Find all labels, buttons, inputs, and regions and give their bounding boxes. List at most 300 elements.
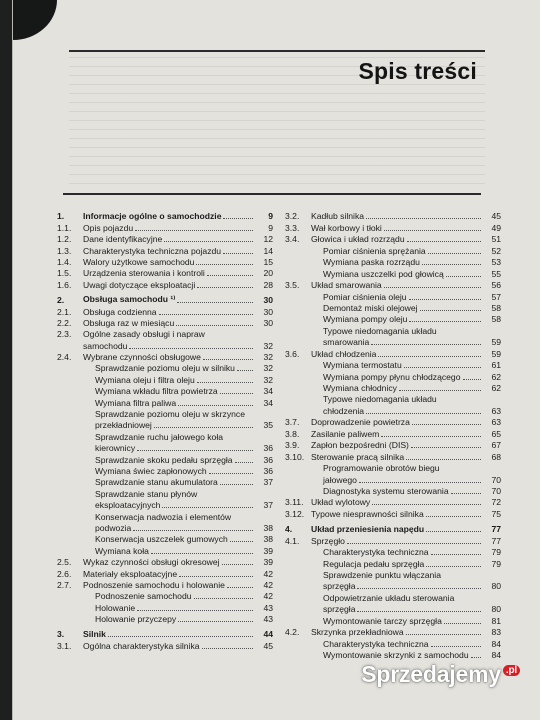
toc-entry xyxy=(285,427,501,438)
toc-entry-title: Wymiana koła xyxy=(95,545,149,556)
toc-dot-leader xyxy=(378,356,481,357)
toc-dot-leader xyxy=(209,473,253,474)
toc-entry-number: 3.11. xyxy=(285,497,304,508)
toc-page-number: 28 xyxy=(263,279,273,290)
toc-entry xyxy=(285,546,501,557)
toc-entry xyxy=(57,590,273,601)
toc-entry-title: Pomiar ciśnienia oleju xyxy=(323,291,407,302)
toc-entry xyxy=(57,419,273,430)
toc-entry-title: Sprawdzanie stanu akumulatora xyxy=(95,477,218,488)
toc-dot-leader xyxy=(431,554,481,555)
toc-entry-title: Holowanie przyczepy xyxy=(95,614,177,625)
toc-page-number: 32 xyxy=(263,340,273,351)
toc-entry-title: Pomiar ciśnienia sprężania xyxy=(323,245,426,256)
toc-entry xyxy=(285,244,501,255)
toc-entry xyxy=(57,499,273,510)
toc-entry xyxy=(285,496,501,507)
toc-page-number: 38 xyxy=(263,534,273,545)
toc-entry-number: 3.2. xyxy=(285,211,300,222)
toc-page-number: 44 xyxy=(263,629,273,640)
toc-entry-title: Typowe niesprawności silnika xyxy=(311,508,424,519)
toc-entry xyxy=(285,256,501,267)
toc-entry xyxy=(57,351,273,362)
toc-page-number: 12 xyxy=(263,234,273,245)
toc-page-number: 9 xyxy=(268,222,273,233)
toc-entry-title: Podnoszenie samochodu i holowanie xyxy=(83,579,225,590)
toc-entry xyxy=(285,569,501,580)
toc-entry-title: podwozia xyxy=(95,522,132,533)
toc-dot-leader xyxy=(220,484,253,485)
toc-dot-leader xyxy=(178,405,253,406)
toc-page-number: 84 xyxy=(491,650,501,661)
toc-entry xyxy=(57,533,273,544)
toc-entry xyxy=(57,210,273,221)
toc-dot-leader xyxy=(431,646,481,647)
toc-entry-title: przekładniowej xyxy=(95,420,152,431)
toc-dot-leader xyxy=(223,253,253,254)
toc-page-number: 36 xyxy=(263,454,273,465)
toc-entry xyxy=(285,336,501,347)
toc-entry-title: Wymiana paska rozrządu xyxy=(323,257,420,268)
toc-entry-title: Wymiana termostatu xyxy=(323,360,402,371)
toc-dot-leader xyxy=(154,427,253,428)
toc-entry-title: Kadłub silnika xyxy=(311,211,365,222)
toc-dot-leader xyxy=(108,636,253,637)
toc-entry xyxy=(285,404,501,415)
toc-page-number: 36 xyxy=(263,465,273,476)
toc-dot-leader xyxy=(384,230,481,231)
toc-dot-leader xyxy=(407,241,481,242)
toc-page-number: 63 xyxy=(491,405,501,416)
toc-page-number: 55 xyxy=(491,268,501,279)
toc-entry-title: Wymiana filtra paliwa xyxy=(95,397,177,408)
toc-dot-leader xyxy=(137,450,253,451)
toc-entry-number: 3.5. xyxy=(285,280,300,291)
watermark-suffix: .pl xyxy=(503,665,520,676)
toc-page-number: 45 xyxy=(263,640,273,651)
toc-page-number: 52 xyxy=(491,245,501,256)
toc-entry xyxy=(57,544,273,555)
toc-page-number: 42 xyxy=(263,579,273,590)
toc-entry-title: Typowe niedomagania układu xyxy=(323,394,437,405)
toc-entry xyxy=(57,487,273,498)
toc-entry-title: Zasilanie paliwem xyxy=(311,428,380,439)
toc-entry-number: 2.4. xyxy=(57,352,72,363)
page-title: Spis treści xyxy=(358,58,477,84)
toc-entry-title: Wymontowanie skrzynki z samochodu xyxy=(323,650,469,661)
toc-page-number: 70 xyxy=(491,485,501,496)
toc-dot-leader xyxy=(129,348,253,349)
toc-entry-title: Wykaz czynności obsługi okresowej xyxy=(83,557,220,568)
toc-entry xyxy=(57,476,273,487)
toc-dot-leader xyxy=(357,611,481,612)
toc-entry-number: 4.1. xyxy=(285,535,300,546)
toc-dot-leader xyxy=(235,462,253,463)
toc-entry xyxy=(57,339,273,350)
toc-entry-title: Układ wylotowy xyxy=(311,497,371,508)
toc-entry-number: 3.1. xyxy=(57,640,72,651)
toc-entry xyxy=(57,556,273,567)
toc-entry xyxy=(285,637,501,648)
toc-dot-leader xyxy=(137,610,253,611)
toc-entry xyxy=(285,534,501,545)
toc-entry-title: Konserwacja uszczelek gumowych xyxy=(95,534,228,545)
toc-page-number: 49 xyxy=(491,222,501,233)
toc-dot-leader xyxy=(426,516,481,517)
toc-entry xyxy=(285,626,501,637)
toc-dot-leader xyxy=(422,264,481,265)
toc-entry xyxy=(285,233,501,244)
toc-dot-leader xyxy=(220,393,253,394)
toc-dot-leader xyxy=(135,230,253,231)
toc-entry-title: Sterowanie pracą silnika xyxy=(311,451,405,462)
toc-dot-leader xyxy=(359,482,481,483)
toc-dot-leader xyxy=(133,530,253,531)
toc-entry xyxy=(285,580,501,591)
toc-page-number: 84 xyxy=(491,638,501,649)
toc-entry-title: Informacje ogólne o samochodzie xyxy=(83,211,222,222)
toc-dot-leader xyxy=(347,543,481,544)
toc-column-left xyxy=(57,210,273,651)
toc-entry-title: Ogólne zasady obsługi i napraw xyxy=(83,329,205,340)
toc-entry-title: Dane identyfikacyjne xyxy=(83,234,163,245)
toc-dot-leader xyxy=(237,370,253,371)
title-rule xyxy=(63,193,481,195)
toc-page-number: 80 xyxy=(491,604,501,615)
toc-entry-title: Sprawdzanie ruchu jałowego koła xyxy=(95,431,224,442)
toc-entry xyxy=(57,317,273,328)
toc-entry-title: Uwagi dotyczące eksploatacji xyxy=(83,279,196,290)
toc-entry-number: 3.12. xyxy=(285,508,305,519)
toc-entry-title: Walory użytkowe samochodu xyxy=(83,256,195,267)
toc-entry xyxy=(57,396,273,407)
toc-entry-number: 2.5. xyxy=(57,557,72,568)
toc-entry-number: 2. xyxy=(57,295,65,306)
toc-entry-number: 3.9. xyxy=(285,440,300,451)
toc-entry xyxy=(57,567,273,578)
toc-entry-title: Wybrane czynności obsługowe xyxy=(83,352,201,363)
toc-dot-leader xyxy=(223,218,253,219)
watermark-text: Sprzedajemy xyxy=(361,661,501,687)
toc-entry-title: Sprawdzanie poziomu oleju w skrzynce xyxy=(95,409,245,420)
toc-entry-number: 3.10. xyxy=(285,451,305,462)
toc-dot-leader xyxy=(176,325,253,326)
toc-entry-title: sprzęgła xyxy=(323,604,356,615)
toc-entry-number: 3. xyxy=(57,629,65,640)
toc-page-number: 43 xyxy=(263,614,273,625)
toc-entry-title: Sprawdzanie stanu płynów xyxy=(95,488,198,499)
toc-entry-title: Regulacja pedału sprzęgła xyxy=(323,558,425,569)
toc-entry xyxy=(285,324,501,335)
toc-page-number: 51 xyxy=(491,234,501,245)
toc-entry-title: Obsługa raz w miesiącu xyxy=(83,317,175,328)
toc-entry-title: Ogólna charakterystyka silnika xyxy=(83,640,200,651)
page-corner-shadow xyxy=(13,0,57,40)
toc-entry xyxy=(285,450,501,461)
toc-entry-title: Konserwacja nadwozia i elementów xyxy=(95,511,232,522)
toc-dot-leader xyxy=(463,379,482,380)
toc-page-number: 56 xyxy=(491,280,501,291)
toc-dot-leader xyxy=(409,321,481,322)
toc-page-number: 15 xyxy=(263,256,273,267)
toc-page-number: 43 xyxy=(263,602,273,613)
toc-page-number: 68 xyxy=(491,451,501,462)
toc-entry xyxy=(57,328,273,339)
toc-entry xyxy=(285,279,501,290)
toc-page-number: 30 xyxy=(263,306,273,317)
toc-entry xyxy=(285,221,501,232)
toc-dot-leader xyxy=(222,564,253,565)
toc-dot-leader xyxy=(406,459,481,460)
toc-dot-leader xyxy=(411,447,481,448)
toc-page-number: 59 xyxy=(491,348,501,359)
toc-entry-title: Obsługa codzienna xyxy=(83,306,157,317)
toc-entry xyxy=(57,579,273,590)
toc-entry-title: Układ chłodzenia xyxy=(311,348,377,359)
toc-entry xyxy=(57,430,273,441)
toc-entry xyxy=(285,359,501,370)
toc-entry-title: Układ smarowania xyxy=(311,280,382,291)
toc-dot-leader xyxy=(420,310,481,311)
toc-dot-leader xyxy=(202,648,253,649)
toc-dot-leader xyxy=(371,344,481,345)
toc-entry xyxy=(285,523,501,534)
toc-entry-title: Charakterystyka techniczna xyxy=(323,547,429,558)
toc-entry-number: 3.8. xyxy=(285,428,300,439)
toc-page-number: 83 xyxy=(491,627,501,638)
toc-entry-title: Wymiana oleju i filtra oleju xyxy=(95,374,195,385)
toc-page-number: 42 xyxy=(263,591,273,602)
toc-entry-title: Obsługa samochodu ¹⁾ xyxy=(83,294,176,305)
toc-entry-title: Materiały eksploatacyjne xyxy=(83,568,178,579)
toc-page-number: 36 xyxy=(263,443,273,454)
toc-page-number: 30 xyxy=(263,295,273,306)
toc-entry-number: 3.7. xyxy=(285,417,300,428)
toc-page-number: 34 xyxy=(263,397,273,408)
toc-entry-number: 2.3. xyxy=(57,329,72,340)
toc-entry-title: Sprzęgło xyxy=(311,535,345,546)
toc-entry xyxy=(57,294,273,305)
toc-page-number: 39 xyxy=(263,545,273,556)
sprzedajemy-watermark xyxy=(361,661,520,688)
toc-dot-leader xyxy=(366,413,481,414)
toc-entry-title: Opis pojazdu xyxy=(83,222,134,233)
toc-entry xyxy=(285,591,501,602)
toc-entry-title: Doprowadzenie powietrza xyxy=(311,417,410,428)
toc-page-number: 77 xyxy=(491,524,501,535)
toc-page-number: 72 xyxy=(491,497,501,508)
toc-entry xyxy=(57,522,273,533)
toc-entry xyxy=(285,649,501,660)
toc-dot-leader xyxy=(409,299,481,300)
toc-entry xyxy=(285,210,501,221)
toc-dot-leader xyxy=(406,634,481,635)
toc-page-number: 80 xyxy=(491,581,501,592)
toc-dot-leader xyxy=(203,359,253,360)
toc-page-number: 75 xyxy=(491,508,501,519)
toc-entry-title: Zapłon bezpośredni (DIS) xyxy=(311,440,409,451)
toc-entry-title: Głowica i układ rozrządu xyxy=(311,234,405,245)
toc-entry-title: Sprawdzanie skoku pedału sprzęgła xyxy=(95,454,233,465)
toc-entry xyxy=(57,267,273,278)
toc-page-number: 32 xyxy=(263,363,273,374)
toc-page-number: 45 xyxy=(491,211,501,222)
toc-entry-title: Odpowietrzanie układu sterowania xyxy=(323,592,455,603)
toc-dot-leader xyxy=(159,314,253,315)
toc-entry-title: Wymiana uszczelki pod głowicą xyxy=(323,268,444,279)
toc-entry-title: Holowanie xyxy=(95,602,136,613)
toc-entry-title: sprzęgła xyxy=(323,581,356,592)
toc-entry-number: 4.2. xyxy=(285,627,300,638)
toc-entry xyxy=(285,439,501,450)
toc-entry xyxy=(57,628,273,639)
toc-dot-leader xyxy=(372,504,481,505)
toc-entry xyxy=(57,453,273,464)
toc-entry xyxy=(285,290,501,301)
toc-entry-number: 4. xyxy=(285,524,293,535)
toc-page-number: 38 xyxy=(263,522,273,533)
toc-dot-leader xyxy=(151,553,253,554)
toc-entry-title: samochodu xyxy=(83,340,128,351)
toc-page-number: 57 xyxy=(491,291,501,302)
toc-entry-title: Podnoszenie samochodu xyxy=(95,591,192,602)
toc-entry xyxy=(57,613,273,624)
toc-dot-leader xyxy=(426,531,481,532)
toc-entry xyxy=(285,473,501,484)
toc-entry xyxy=(57,408,273,419)
toc-entry-title: Urządzenia sterowania i kontroli xyxy=(83,268,205,279)
toc-page-number: 9 xyxy=(268,211,273,222)
toc-dot-leader xyxy=(179,576,253,577)
toc-entry-number: 3.4. xyxy=(285,234,300,245)
toc-entry-number: 1.4. xyxy=(57,256,72,267)
toc-entry xyxy=(57,305,273,316)
toc-entry xyxy=(57,601,273,612)
toc-entry xyxy=(285,485,501,496)
toc-entry-title: Wymiana pompy płynu chłodzącego xyxy=(323,371,461,382)
toc-column-right xyxy=(285,210,501,660)
toc-entry-title: smarowania xyxy=(323,337,370,348)
toc-entry-title: jałowego xyxy=(323,474,357,485)
toc-entry-title: Charakterystyka techniczna pojazdu xyxy=(83,245,222,256)
toc-page-number: 61 xyxy=(491,360,501,371)
toc-entry-number: 2.1. xyxy=(57,306,72,317)
toc-entry-number: 1.1. xyxy=(57,222,72,233)
toc-page-number: 67 xyxy=(491,440,501,451)
toc-entry xyxy=(57,256,273,267)
toc-dot-leader xyxy=(428,253,481,254)
toc-dot-leader xyxy=(230,541,253,542)
toc-page-number: 79 xyxy=(491,558,501,569)
toc-entry-title: Programowanie obrotów biegu xyxy=(323,463,440,474)
toc-page-number: 58 xyxy=(491,314,501,325)
toc-entry xyxy=(285,382,501,393)
toc-dot-leader xyxy=(162,507,253,508)
toc-entry-title: Silnik xyxy=(83,629,106,640)
toc-page-number: 53 xyxy=(491,257,501,268)
toc-entry-number: 3.6. xyxy=(285,348,300,359)
toc-page-number: 37 xyxy=(263,477,273,488)
toc-page-number: 39 xyxy=(263,557,273,568)
toc-page-number: 32 xyxy=(263,352,273,363)
toc-page-number: 34 xyxy=(263,386,273,397)
toc-entry-title: Wymiana chłodnicy xyxy=(323,383,397,393)
toc-dot-leader xyxy=(384,287,481,288)
toc-entry-number: 1.5. xyxy=(57,268,72,279)
toc-entry-title: Wymiana wkładu filtra powietrza xyxy=(95,386,218,397)
toc-entry-number: 1.3. xyxy=(57,245,72,256)
toc-dot-leader xyxy=(399,390,481,391)
toc-entry-title: Diagnostyka systemu sterowania xyxy=(323,485,449,496)
toc-dot-leader xyxy=(178,621,253,622)
toc-entry xyxy=(285,313,501,324)
toc-page-number: 58 xyxy=(491,302,501,313)
toc-page-number: 32 xyxy=(263,374,273,385)
toc-entry xyxy=(57,362,273,373)
toc-page-number: 42 xyxy=(263,568,273,579)
toc-entry xyxy=(57,639,273,650)
toc-entry-title: Wymiana świec zapłonowych xyxy=(95,465,207,476)
toc-dot-leader xyxy=(451,493,481,494)
toc-page-number: 65 xyxy=(491,428,501,439)
toc-page-number: 62 xyxy=(491,383,501,393)
toc-entry xyxy=(57,221,273,232)
toc-page-number: 70 xyxy=(491,474,501,485)
toc-entry xyxy=(285,347,501,358)
toc-entry-title: Wał korbowy i tłoki xyxy=(311,222,382,233)
toc-entry xyxy=(285,614,501,625)
toc-entry xyxy=(285,557,501,568)
toc-entry-number: 2.7. xyxy=(57,579,72,590)
toc-entry-number: 1. xyxy=(57,211,65,222)
toc-page-number: 63 xyxy=(491,417,501,428)
toc-dot-leader xyxy=(357,588,481,589)
toc-entry xyxy=(285,416,501,427)
toc-entry xyxy=(285,393,501,404)
toc-page-number: 35 xyxy=(263,420,273,431)
toc-page-number: 30 xyxy=(263,317,273,328)
toc-dot-leader xyxy=(412,424,481,425)
toc-dot-leader xyxy=(207,275,253,276)
toc-page-number: 79 xyxy=(491,547,501,558)
toc-entry-title: Wymiana pompy oleju xyxy=(323,314,408,325)
toc-entry xyxy=(57,442,273,453)
toc-dot-leader xyxy=(196,264,253,265)
toc-entry xyxy=(57,373,273,384)
toc-entry xyxy=(285,302,501,313)
toc-entry-number: 1.2. xyxy=(57,234,72,245)
toc-entry-title: Skrzynka przekładniowa xyxy=(311,627,404,638)
toc-page-number: 14 xyxy=(263,245,273,256)
toc-page-number: 81 xyxy=(491,615,501,626)
toc-dot-leader xyxy=(366,218,481,219)
toc-entry xyxy=(57,233,273,244)
toc-entry xyxy=(285,507,501,518)
toc-entry-title: kierownicy xyxy=(95,443,136,454)
toc-entry-number: 3.3. xyxy=(285,222,300,233)
toc-dot-leader xyxy=(404,367,481,368)
toc-dot-leader xyxy=(444,623,481,624)
toc-page-number: 62 xyxy=(491,371,501,382)
header-rule xyxy=(69,50,485,52)
toc-page-number: 20 xyxy=(263,268,273,279)
toc-entry xyxy=(285,267,501,278)
toc-entry xyxy=(57,244,273,255)
toc-entry-title: Typowe niedomagania układu xyxy=(323,325,437,336)
toc-entry-title: Charakterystyka techniczna xyxy=(323,638,429,649)
toc-entry-title: Układ przeniesienia napędu xyxy=(311,524,425,535)
toc-entry-title: chłodzenia xyxy=(323,405,365,416)
